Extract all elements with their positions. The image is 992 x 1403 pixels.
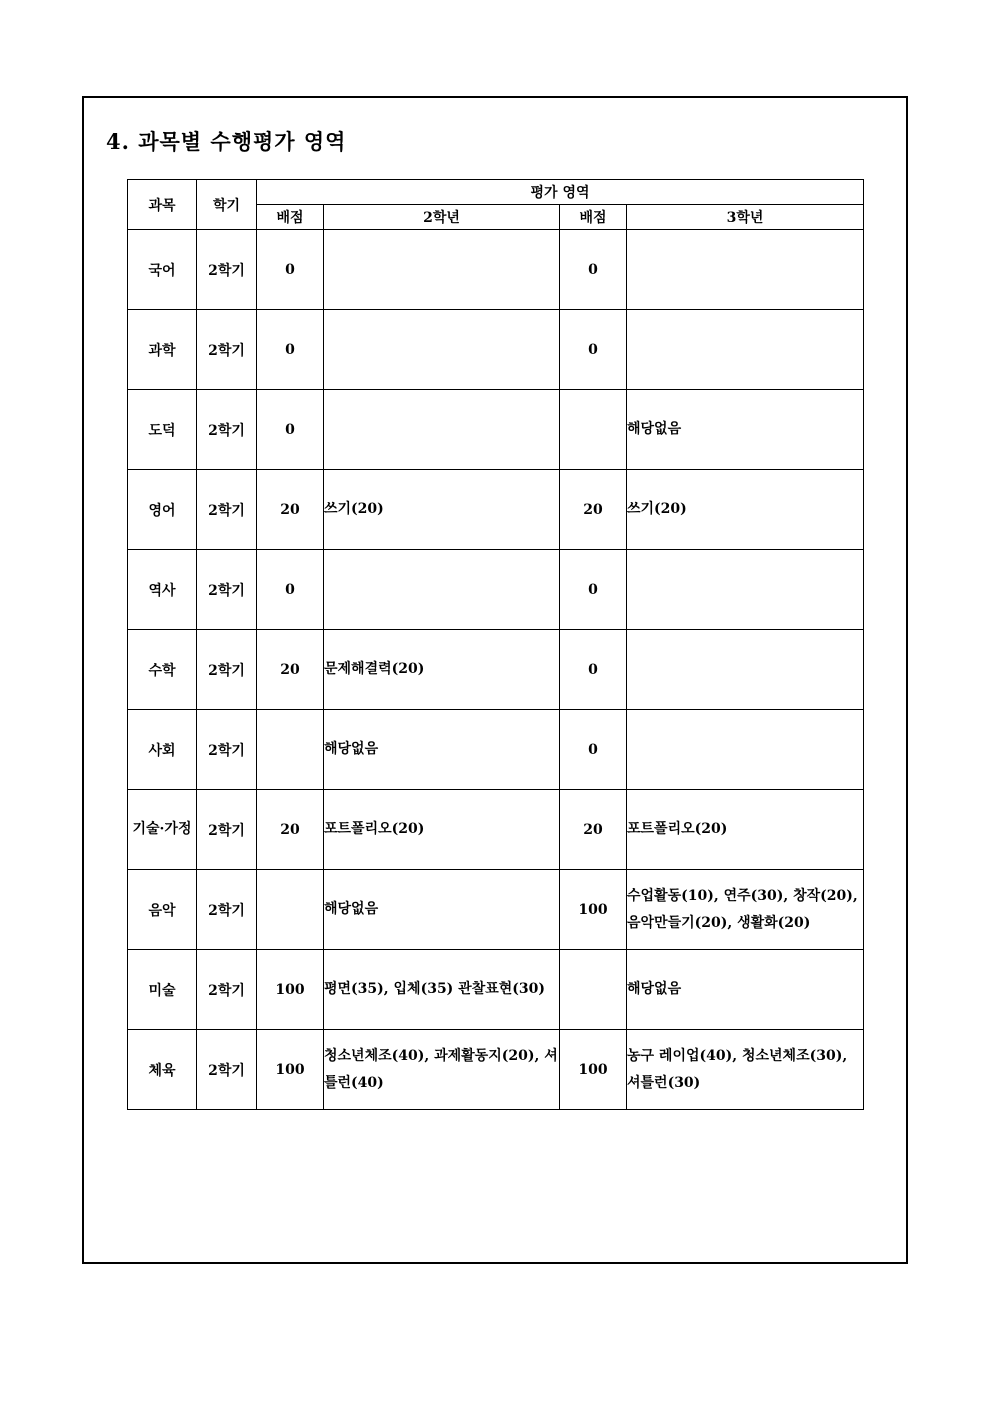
- cell-semester: 2학기: [197, 470, 257, 550]
- cell-score-grade3: 100: [560, 1030, 627, 1110]
- cell-semester: 2학기: [197, 790, 257, 870]
- cell-area-grade2: 청소년체조(40), 과제활동지(20), 셔틀런(40): [324, 1030, 560, 1110]
- cell-score-grade2: [257, 710, 324, 790]
- table-row: [128, 630, 864, 710]
- cell-score-grade3: 0: [560, 550, 627, 630]
- cell-area-grade2: [324, 310, 560, 390]
- cell-semester: 2학기: [197, 230, 257, 310]
- header-score-grade3: 배점: [560, 205, 627, 230]
- cell-score-grade2: 0: [257, 230, 324, 310]
- cell-area-grade3: [627, 230, 864, 310]
- cell-area-grade3: 수업활동(10), 연주(30), 창작(20), 음악만들기(20), 생활화(20): [627, 870, 864, 950]
- cell-subject: 국어: [128, 230, 197, 310]
- cell-area-grade2: 쓰기(20): [324, 470, 560, 550]
- table-row: [128, 1030, 864, 1110]
- cell-semester: 2학기: [197, 950, 257, 1030]
- cell-score-grade3: 20: [560, 470, 627, 550]
- cell-score-grade3: 0: [560, 630, 627, 710]
- cell-score-grade2: 0: [257, 550, 324, 630]
- evaluation-table: [127, 179, 864, 1110]
- cell-score-grade3: 0: [560, 310, 627, 390]
- cell-area-grade3: 해당없음: [627, 950, 864, 1030]
- table-row: [128, 710, 864, 790]
- cell-score-grade2: 0: [257, 310, 324, 390]
- table-body: [128, 230, 864, 1110]
- cell-subject: 기술·가정: [128, 790, 197, 870]
- cell-semester: 2학기: [197, 550, 257, 630]
- cell-semester: 2학기: [197, 390, 257, 470]
- cell-score-grade3: [560, 390, 627, 470]
- header-grade3: 3학년: [627, 205, 864, 230]
- section-heading: 4. 과목별 수행평가 영역: [106, 129, 347, 154]
- cell-subject: 음악: [128, 870, 197, 950]
- cell-score-grade3: 100: [560, 870, 627, 950]
- cell-area-grade2: [324, 550, 560, 630]
- header-grade2: 2학년: [324, 205, 560, 230]
- cell-area-grade2: 포트폴리오(20): [324, 790, 560, 870]
- cell-score-grade2: 20: [257, 790, 324, 870]
- table-row: [128, 390, 864, 470]
- table-row: [128, 470, 864, 550]
- table-row: [128, 550, 864, 630]
- cell-subject: 과학: [128, 310, 197, 390]
- cell-score-grade3: 0: [560, 230, 627, 310]
- cell-area-grade2: 평면(35), 입체(35) 관찰표현(30): [324, 950, 560, 1030]
- cell-semester: 2학기: [197, 710, 257, 790]
- cell-area-grade3: [627, 550, 864, 630]
- cell-area-grade2: [324, 230, 560, 310]
- cell-semester: 2학기: [197, 630, 257, 710]
- cell-score-grade3: 0: [560, 710, 627, 790]
- cell-subject: 역사: [128, 550, 197, 630]
- table-row: [128, 790, 864, 870]
- cell-score-grade2: 100: [257, 950, 324, 1030]
- cell-subject: 도덕: [128, 390, 197, 470]
- cell-area-grade2: [324, 390, 560, 470]
- header-evaluation-area: 평가 영역: [257, 180, 864, 205]
- cell-subject: 수학: [128, 630, 197, 710]
- header-subject: 과목: [128, 180, 197, 230]
- cell-area-grade2: 해당없음: [324, 870, 560, 950]
- cell-score-grade2: 0: [257, 390, 324, 470]
- cell-area-grade3: [627, 630, 864, 710]
- cell-area-grade3: 해당없음: [627, 390, 864, 470]
- header-semester: 학기: [197, 180, 257, 230]
- table-row: [128, 870, 864, 950]
- cell-area-grade3: 쓰기(20): [627, 470, 864, 550]
- cell-score-grade2: [257, 870, 324, 950]
- cell-area-grade3: [627, 310, 864, 390]
- cell-subject: 영어: [128, 470, 197, 550]
- cell-semester: 2학기: [197, 870, 257, 950]
- cell-score-grade2: 100: [257, 1030, 324, 1110]
- table-row: [128, 230, 864, 310]
- cell-subject: 미술: [128, 950, 197, 1030]
- cell-subject: 체육: [128, 1030, 197, 1110]
- table-row: [128, 310, 864, 390]
- cell-subject: 사회: [128, 710, 197, 790]
- cell-area-grade2: 해당없음: [324, 710, 560, 790]
- cell-score-grade2: 20: [257, 630, 324, 710]
- cell-semester: 2학기: [197, 310, 257, 390]
- cell-semester: 2학기: [197, 1030, 257, 1110]
- cell-score-grade2: 20: [257, 470, 324, 550]
- cell-score-grade3: [560, 950, 627, 1030]
- cell-score-grade3: 20: [560, 790, 627, 870]
- cell-area-grade2: 문제해결력(20): [324, 630, 560, 710]
- table-row: [128, 950, 864, 1030]
- header-score-grade2: 배점: [257, 205, 324, 230]
- cell-area-grade3: 농구 레이업(40), 청소년체조(30), 셔틀런(30): [627, 1030, 864, 1110]
- cell-area-grade3: [627, 710, 864, 790]
- cell-area-grade3: 포트폴리오(20): [627, 790, 864, 870]
